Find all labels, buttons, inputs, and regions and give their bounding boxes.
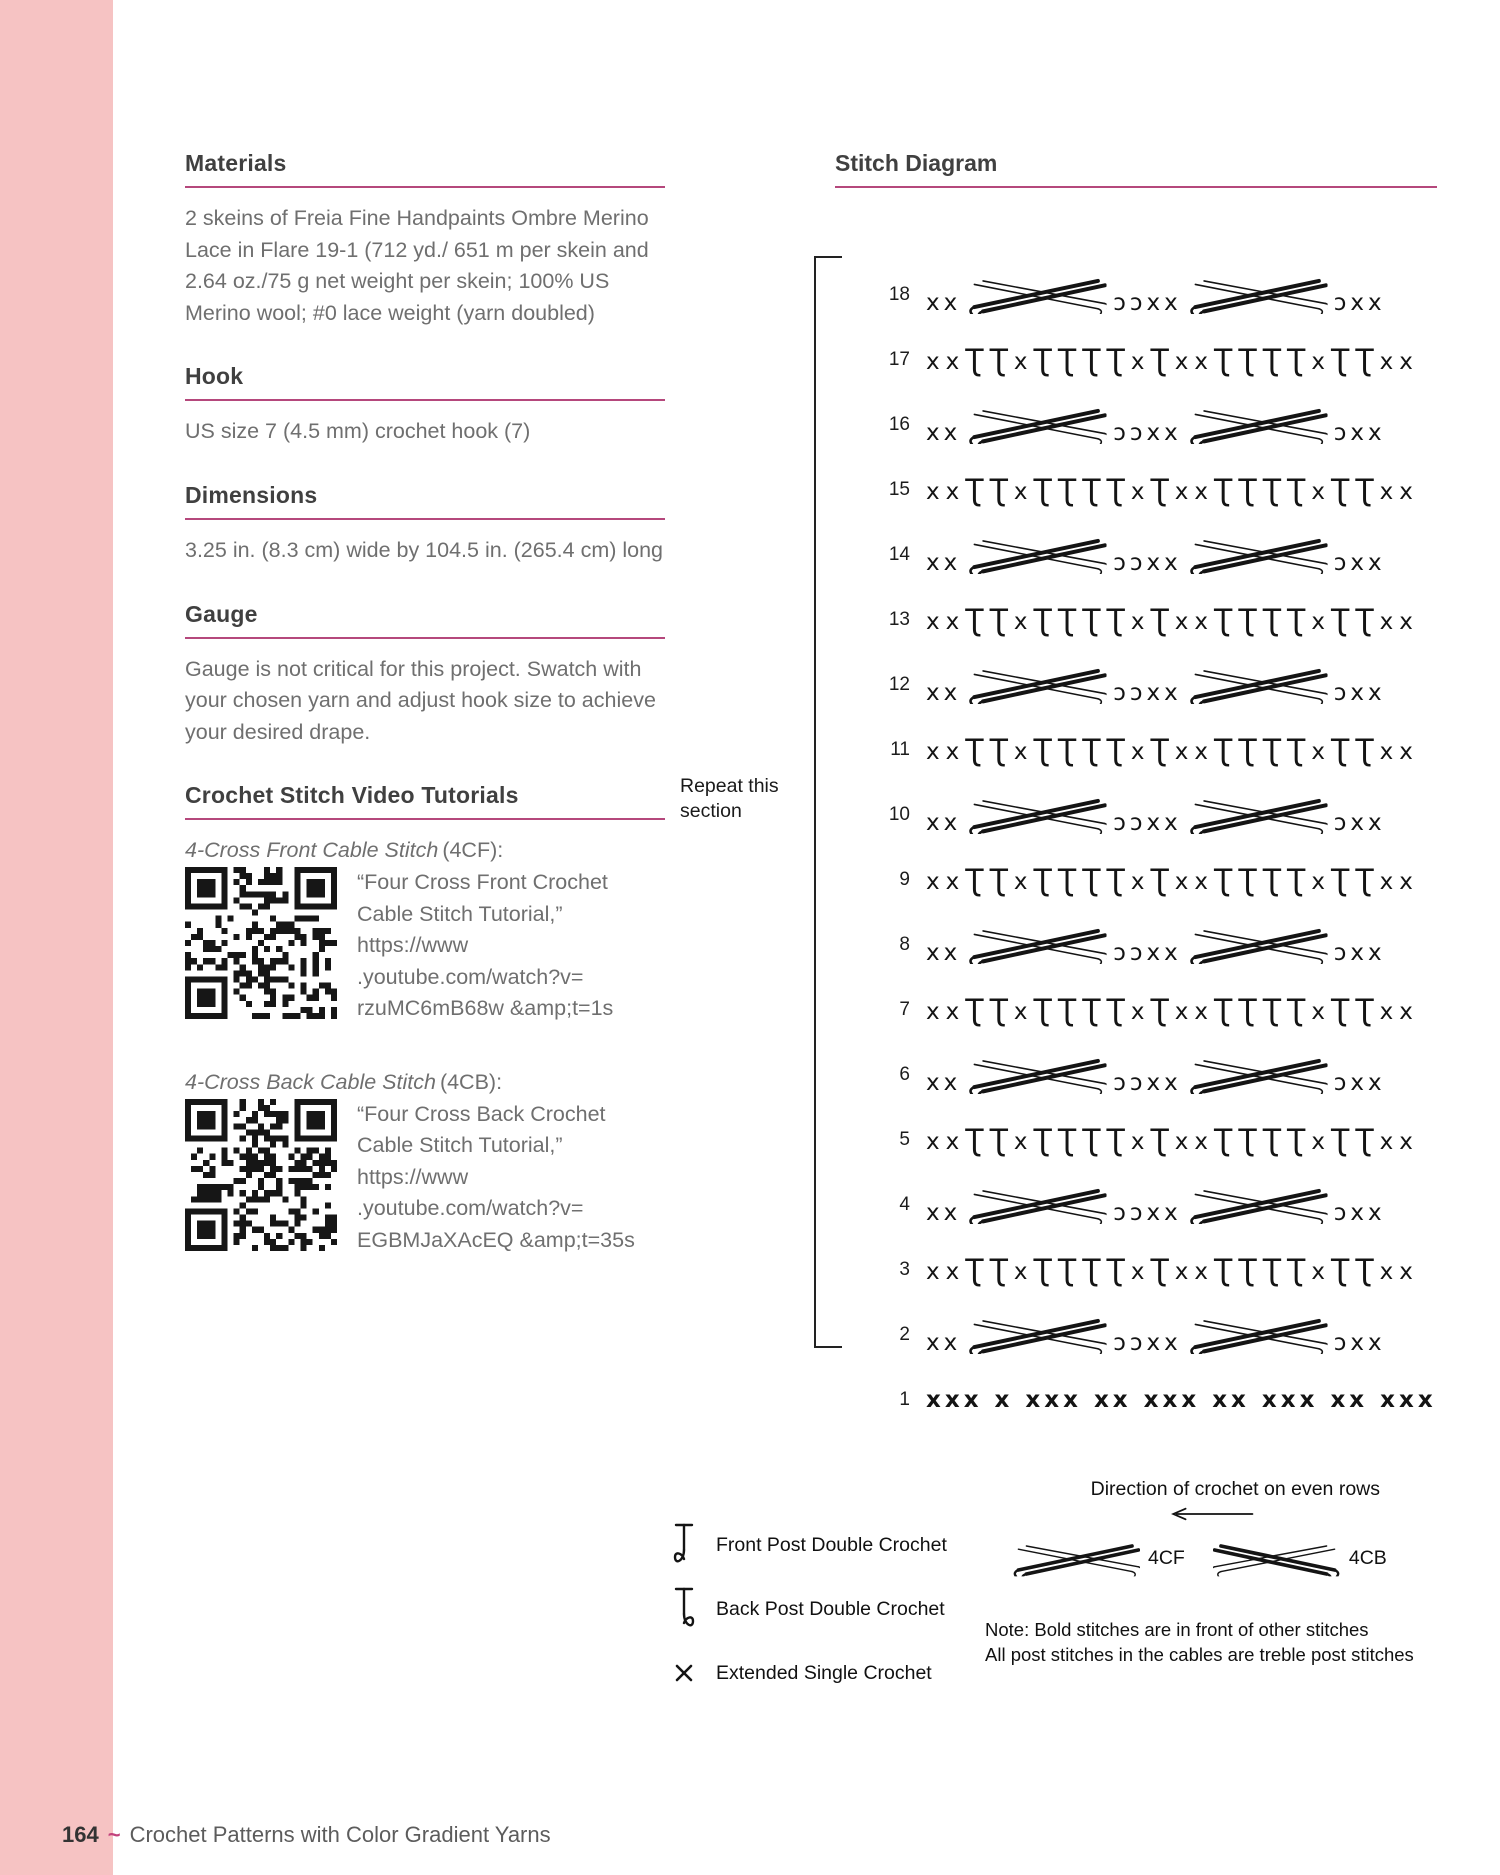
hook-heading: Hook <box>185 363 244 390</box>
row-number: 8 <box>899 933 910 955</box>
direction-arrow-icon <box>1168 1506 1256 1522</box>
diagram-row-1 <box>872 1367 1452 1432</box>
direction-label: Direction of crochet on even rows <box>1090 1478 1380 1500</box>
gauge-text: Gauge is not critical for this project. Swatch with your chosen yarn and adjust hook size to achieve your desired drape. <box>185 656 656 744</box>
hook-text: US size 7 (4.5 mm) crochet hook (7) <box>185 419 531 444</box>
qr-code-4cb <box>185 1099 337 1251</box>
cable-cross-icon <box>1184 274 1332 314</box>
row-number: 3 <box>899 1258 910 1280</box>
diagram-row-13 <box>872 587 1452 652</box>
row-stitches: xx ɔɔxx ɔxx <box>926 404 1386 446</box>
heading-rule <box>185 518 665 520</box>
page-footer <box>62 1822 551 1848</box>
heading-rule <box>185 399 665 401</box>
cable-cross-icon <box>963 534 1111 574</box>
row-number: 11 <box>890 738 910 760</box>
dimensions-section <box>185 482 665 567</box>
row-number: 18 <box>888 283 910 305</box>
row-stitches: xx ɔɔxx ɔxx <box>926 794 1386 836</box>
row-number: 6 <box>899 1063 910 1085</box>
diagram-row-8 <box>872 912 1452 977</box>
diagram-row-12 <box>872 652 1452 717</box>
row-stitches: xxƮƮxƮƮƮƮxƮxxƮƮƮƮxƮƮxx <box>926 603 1419 638</box>
diagram-row-9 <box>872 847 1452 912</box>
cable-cross-icon <box>1184 1054 1332 1094</box>
legend-item-fpdc <box>672 1520 947 1570</box>
cable-cross-icon <box>1184 534 1332 574</box>
tutorial-4cb <box>185 1067 665 1257</box>
row-stitches: xx ɔɔxx ɔxx <box>926 1184 1386 1226</box>
stitch-legend <box>672 1520 947 1712</box>
bpdc-icon <box>672 1584 696 1634</box>
row-stitches: xxƮƮxƮƮƮƮxƮxxƮƮƮƮxƮƮxx <box>926 863 1419 898</box>
diagram-row-16 <box>872 392 1452 457</box>
page-edge-stripe <box>0 0 113 1875</box>
stitch-diagram-header <box>835 150 1437 203</box>
legend-item-esc <box>672 1648 947 1698</box>
stitch-diagram-rows <box>872 262 1452 1432</box>
tutorial-4cb-title <box>185 1067 665 1099</box>
row-stitches: xx ɔɔxx ɔxx <box>926 1054 1386 1096</box>
diagram-row-11 <box>872 717 1452 782</box>
diagram-row-14 <box>872 522 1452 587</box>
diagram-row-4 <box>872 1172 1452 1237</box>
legend-label: Front Post Double Crochet <box>716 1533 947 1556</box>
diagram-row-2 <box>872 1302 1452 1367</box>
tutorial-4cf <box>185 835 665 1025</box>
cable-4cf-label: 4CF <box>1148 1546 1185 1569</box>
row-stitches: xx ɔɔxx ɔxx <box>926 534 1386 576</box>
dimensions-text: 3.25 in. (8.3 cm) wide by 104.5 in. (265.4 cm) long <box>185 537 664 562</box>
fpdc-icon <box>672 1520 696 1570</box>
row-number: 10 <box>888 803 910 825</box>
stitch-diagram-heading: Stitch Diagram <box>835 150 998 176</box>
legend-label: Back Post Double Crochet <box>716 1597 945 1620</box>
row-stitches: xxƮƮxƮƮƮƮxƮxxƮƮƮƮxƮƮxx <box>926 733 1419 768</box>
materials-heading: Materials <box>185 150 287 176</box>
tutorials-heading: Crochet Stitch Video Tutorials <box>185 782 519 809</box>
row-stitches: xx ɔɔxx ɔxx <box>926 664 1386 706</box>
diagram-row-5 <box>872 1107 1452 1172</box>
heading-rule <box>185 637 665 639</box>
cable-4cb-label: 4CB <box>1348 1546 1387 1569</box>
cable-cross-icon <box>963 1054 1111 1094</box>
cable-cross-icon <box>963 274 1111 314</box>
cable-cross-icon <box>963 924 1111 964</box>
cable-sample-4cb <box>1213 1530 1387 1586</box>
gauge-section <box>185 601 665 749</box>
diagram-row-15 <box>872 457 1452 522</box>
row-stitches: xxƮƮxƮƮƮƮxƮxxƮƮƮƮxƮƮxx <box>926 993 1419 1028</box>
diagram-note <box>985 1618 1414 1668</box>
note-line-2: All post stitches in the cables are treble post stitches <box>985 1643 1414 1665</box>
cable-samples <box>1012 1530 1387 1586</box>
row-stitches: xxƮƮxƮƮƮƮxƮxxƮƮƮƮxƮƮxx <box>926 343 1419 378</box>
row-stitches: xxƮƮxƮƮƮƮxƮxxƮƮƮƮxƮƮxx <box>926 1253 1419 1288</box>
heading-rule <box>835 186 1437 188</box>
row-stitches: xxƮƮxƮƮƮƮxƮxxƮƮƮƮxƮƮxx <box>926 1123 1419 1158</box>
row-stitches: xxƮƮxƮƮƮƮxƮxxƮƮƮƮxƮƮxx <box>926 473 1419 508</box>
note-line-1: Note: Bold stitches are in front of other stitches <box>985 1619 1369 1640</box>
row-stitches: xx ɔɔxx ɔxx <box>926 1314 1386 1356</box>
footer-title: Crochet Patterns with Color Gradient Yarns <box>129 1822 551 1847</box>
cable-cross-icon <box>1184 664 1332 704</box>
cable-cross-icon <box>963 404 1111 444</box>
materials-section <box>185 150 665 329</box>
tutorial-4cf-title-italic: 4-Cross Front Cable Stitch <box>185 838 439 863</box>
row-number: 13 <box>888 608 910 630</box>
cable-cross-icon <box>963 1314 1111 1354</box>
row-number: 17 <box>888 348 910 370</box>
tutorial-4cb-text: “Four Cross Back Crochet Cable Stitch Tutorial,” https://www .youtube.com/watch?v= EGBMJaXAcEQ &amp;t=35s <box>357 1101 635 1252</box>
materials-text: 2 skeins of Freia Fine Handpaints Ombre Merino Lace in Flare 19-1 (712 yd./ 651 m per skein and 2.64 oz./75 g net weight per skein; 100% US Merino wool; #0 lace weight (yarn doubled) <box>185 206 649 325</box>
dimensions-heading: Dimensions <box>185 481 318 508</box>
page-number: 164 <box>62 1822 99 1847</box>
qr-code-4cf <box>185 867 337 1019</box>
hook-section <box>185 363 665 448</box>
row-number: 7 <box>899 998 910 1020</box>
cable-cross-icon <box>963 794 1111 834</box>
footer-tilde: ~ <box>107 1822 121 1847</box>
tutorial-4cf-text: “Four Cross Front Crochet Cable Stitch Tutorial,” https://www .youtube.com/watch?v= rzuMC6mB68w &amp;t=1s <box>357 869 614 1021</box>
row-number: 2 <box>899 1323 910 1345</box>
cable-cross-icon <box>1184 794 1332 834</box>
tutorial-4cf-title-rest: (4CF): <box>442 838 504 863</box>
row-number: 1 <box>899 1388 910 1410</box>
heading-rule <box>185 186 665 188</box>
cable-cross-icon <box>1184 1314 1332 1354</box>
row-stitches: xxx x xxx xx xxx xx xxx xx xxx <box>926 1386 1437 1413</box>
row-stitches: xx ɔɔxx ɔxx <box>926 274 1386 316</box>
row-number: 15 <box>888 478 910 500</box>
repeat-bracket <box>814 256 842 1348</box>
diagram-row-18 <box>872 262 1452 327</box>
diagram-row-6 <box>872 1042 1452 1107</box>
cable-sample-4cf <box>1012 1530 1185 1586</box>
legend-label: Extended Single Crochet <box>716 1661 932 1684</box>
diagram-row-7 <box>872 977 1452 1042</box>
tutorial-4cb-title-rest: (4CB): <box>439 1069 503 1094</box>
row-stitches: xx ɔɔxx ɔxx <box>926 924 1386 966</box>
row-number: 9 <box>899 868 910 890</box>
repeat-label: Repeat this section <box>680 775 779 823</box>
gauge-heading: Gauge <box>185 600 258 627</box>
diagram-row-17 <box>872 327 1452 392</box>
cable-cross-icon <box>1184 404 1332 444</box>
left-column <box>185 150 665 1298</box>
esc-icon <box>673 1662 695 1684</box>
row-number: 16 <box>888 413 910 435</box>
stitch-diagram <box>680 262 1452 1432</box>
diagram-row-3 <box>872 1237 1452 1302</box>
row-number: 14 <box>888 543 910 565</box>
tutorials-section <box>185 782 665 1256</box>
row-number: 12 <box>888 673 910 695</box>
row-number: 5 <box>899 1128 910 1150</box>
cable-cross-icon <box>963 1184 1111 1224</box>
heading-rule <box>185 818 665 820</box>
tutorial-4cf-title <box>185 835 665 867</box>
row-number: 4 <box>899 1193 910 1215</box>
cable-cross-icon <box>963 664 1111 704</box>
cable-4cb-icon <box>1213 1530 1341 1586</box>
cable-cross-icon <box>1184 1184 1332 1224</box>
legend-item-bpdc <box>672 1584 947 1634</box>
diagram-row-10 <box>872 782 1452 847</box>
cable-cross-icon <box>1184 924 1332 964</box>
cable-4cf-icon <box>1012 1530 1140 1586</box>
tutorial-4cb-title-italic: 4-Cross Back Cable Stitch <box>185 1069 436 1094</box>
